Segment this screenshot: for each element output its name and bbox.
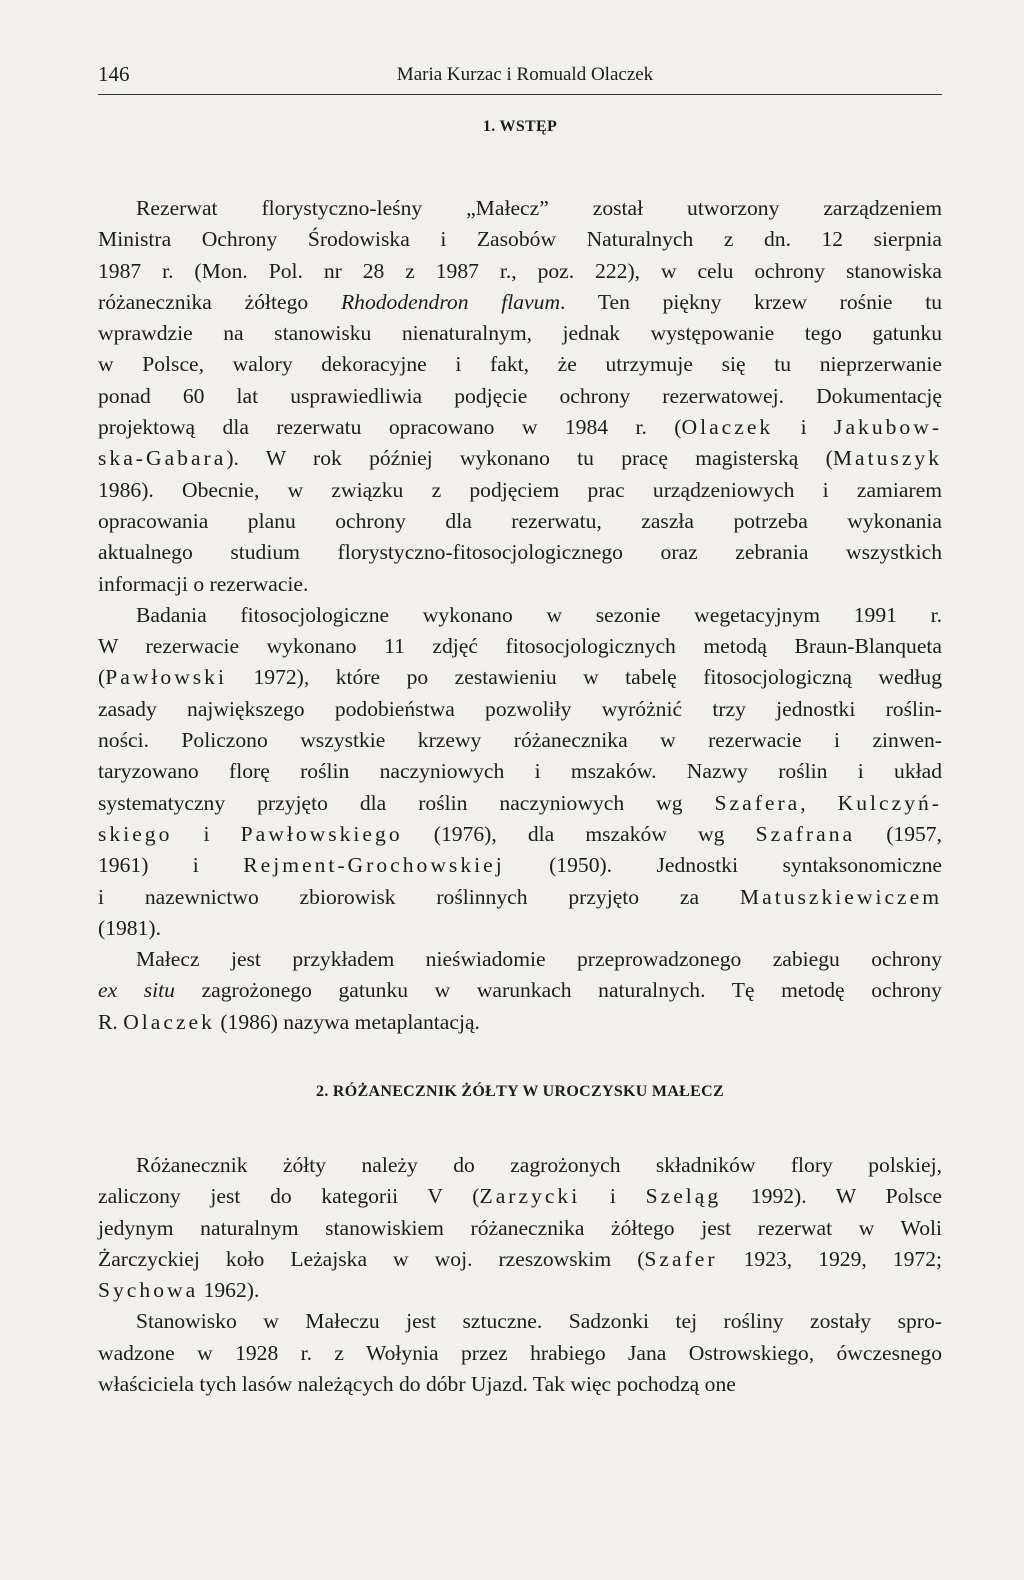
text-run: , bbox=[800, 790, 838, 815]
text-line bbox=[98, 788, 942, 819]
text-line bbox=[98, 287, 942, 318]
text-run: R. bbox=[98, 1009, 124, 1034]
text-run: wprawdzie na stanowisku nienaturalnym, jednak występowanie tego gatunku bbox=[98, 321, 942, 346]
text-run: (1986) nazywa metaplantacją. bbox=[214, 1009, 480, 1034]
paragraph bbox=[98, 193, 942, 600]
text-line bbox=[98, 569, 942, 600]
text-line bbox=[98, 1275, 942, 1306]
text-run: aktualnego studium florystyczno-fitosocjologicznego oraz zebrania wszystkich bbox=[98, 540, 942, 565]
text-run: zagrożonego gatunku w warunkach naturalnych. Tę metodę ochrony bbox=[174, 978, 942, 1003]
text-line bbox=[98, 850, 942, 881]
author-name: Olaczek bbox=[681, 415, 774, 440]
author-name: skiego bbox=[98, 821, 173, 846]
text-line bbox=[98, 506, 942, 537]
text-line bbox=[98, 412, 942, 443]
text-line bbox=[98, 913, 942, 944]
text-line bbox=[98, 381, 942, 412]
text-line bbox=[98, 1213, 942, 1244]
text-line bbox=[98, 1244, 942, 1275]
text-run: właściciela tych lasów należących do dóbr Ujazd. Tak więc pochodzą one bbox=[98, 1372, 736, 1397]
text-line bbox=[98, 1007, 942, 1038]
paragraph bbox=[98, 1306, 942, 1400]
text-line bbox=[98, 349, 942, 380]
text-line bbox=[98, 694, 942, 725]
text-line bbox=[98, 725, 942, 756]
text-line bbox=[98, 224, 942, 255]
text-run: 1986). Obecnie, w związku z podjęciem prac urządzeniowych i zamiarem bbox=[98, 477, 942, 502]
author-name: Matuszkiewiczem bbox=[739, 884, 942, 909]
text-line bbox=[98, 256, 942, 287]
italic-term: ex situ bbox=[98, 978, 175, 1003]
text-run: systematyczny przyjęto dla roślin naczyniowych wg bbox=[98, 790, 715, 815]
section-heading-rozanecznik: 2. RÓŻANECZNIK ŻÓŁTY W UROCZYSKU MAŁECZ bbox=[316, 1083, 724, 1100]
author-name: Zarzycki bbox=[479, 1184, 581, 1209]
text-run: Rezerwat florystyczno-leśny „Małecz” został utworzony zarządzeniem bbox=[136, 196, 942, 220]
text-run: i nazewnictwo zbiorowisk roślinnych przyjęto za bbox=[98, 884, 740, 909]
author-name: Szafer bbox=[644, 1246, 718, 1271]
text-run: ności. Policzono wszystkie krzewy różanecznika w rezerwacie i zinwen- bbox=[98, 728, 942, 753]
text-run: 1923, 1929, 1972; bbox=[717, 1246, 942, 1271]
text-line bbox=[98, 600, 942, 631]
text-run: (1957, bbox=[855, 821, 942, 846]
section-body-rozanecznik bbox=[98, 1150, 942, 1400]
text-line bbox=[98, 1338, 942, 1369]
running-head: Maria Kurzac i Romuald Olaczek bbox=[396, 64, 654, 85]
text-run: ). W rok później wykonano tu pracę magisterską ( bbox=[226, 446, 833, 471]
text-line bbox=[98, 819, 942, 850]
paragraph bbox=[98, 944, 942, 1038]
text-run: ( bbox=[98, 665, 106, 690]
text-line bbox=[98, 882, 942, 913]
text-run: opracowania planu ochrony dla rezerwatu, zaszła potrzeba wykonania bbox=[98, 508, 942, 533]
text-run: 1992). W Polsce bbox=[721, 1184, 942, 1209]
section-heading-wstep: 1. WSTĘP bbox=[482, 118, 558, 135]
text-line bbox=[98, 193, 942, 224]
author-name: Szafrana bbox=[755, 821, 856, 846]
paragraph bbox=[98, 1150, 942, 1306]
page-header bbox=[98, 60, 942, 95]
text-run: projektową dla rezerwatu opracowano w 1984 r. ( bbox=[98, 415, 682, 440]
text-line bbox=[98, 1306, 942, 1337]
text-run: Badania fitosocjologiczne wykonano w sezonie wegetacyjnym 1991 r. bbox=[136, 602, 942, 627]
author-name: Sychowa bbox=[98, 1278, 199, 1303]
text-line bbox=[98, 975, 942, 1006]
section-body-wstep bbox=[98, 193, 942, 1038]
text-line bbox=[98, 1369, 942, 1400]
text-run: wadzone w 1928 r. z Wołynia przez hrabiego Jana Ostrowskiego, ówczesnego bbox=[98, 1340, 942, 1365]
text-line bbox=[98, 944, 942, 975]
text-run: (1976), dla mszaków wg bbox=[402, 821, 756, 846]
text-run: 1972), które po zestawieniu w tabelę fitosocjologiczną według bbox=[226, 665, 942, 690]
author-name: Matuszyk bbox=[832, 446, 942, 471]
text-run: różanecznika żółtego bbox=[98, 289, 341, 314]
italic-term: Rhododendron flavum bbox=[340, 289, 561, 314]
author-name: Kulczyń- bbox=[837, 790, 942, 815]
text-run: zasady największego podobieństwa pozwoliły wyróżnić trzy jednostki roślin- bbox=[98, 696, 942, 721]
paragraph bbox=[98, 600, 942, 944]
text-line bbox=[98, 475, 942, 506]
text-run: Różanecznik żółty należy do zagrożonych składników flory polskiej, bbox=[136, 1153, 942, 1177]
text-run: Małecz jest przykładem nieświadomie przeprowadzonego zabiegu ochrony bbox=[136, 947, 942, 972]
text-run: 1987 r. (Mon. Pol. nr 28 z 1987 r., poz. 222), w celu ochrony stanowiska bbox=[98, 258, 942, 283]
text-run: W rezerwacie wykonano 11 zdjęć fitosocjologicznych metodą Braun-Blanqueta bbox=[98, 634, 942, 659]
text-run: . Ten piękny krzew rośnie tu bbox=[560, 289, 942, 314]
text-run: jedynym naturalnym stanowiskiem różanecznika żółtego jest rezerwat w Woli bbox=[98, 1215, 942, 1240]
text-run: i bbox=[172, 821, 241, 846]
author-name: ska-Gabara bbox=[98, 446, 227, 471]
text-line bbox=[98, 537, 942, 568]
author-name: Pawłowski bbox=[105, 665, 227, 690]
text-run: zaliczony jest do kategorii V ( bbox=[98, 1184, 480, 1209]
text-run: 1962). bbox=[198, 1278, 260, 1303]
text-line bbox=[98, 1150, 942, 1181]
text-run: informacji o rezerwacie. bbox=[98, 571, 309, 596]
author-name: Rejment-Grochowskiej bbox=[243, 853, 505, 878]
author-name: Szeląg bbox=[645, 1184, 722, 1209]
text-run: Żarczyckiej koło Leżajska w woj. rzeszowskim ( bbox=[98, 1246, 645, 1271]
text-line bbox=[98, 1181, 942, 1212]
text-run: i bbox=[580, 1184, 646, 1209]
text-run: taryzowano florę roślin naczyniowych i mszaków. Nazwy roślin i układ bbox=[98, 759, 942, 784]
text-run: Ministra Ochrony Środowiska i Zasobów Naturalnych z dn. 12 sierpnia bbox=[98, 227, 942, 252]
text-line bbox=[98, 318, 942, 349]
text-run: (1950). Jednostki syntaksonomiczne bbox=[504, 853, 942, 878]
text-run: i bbox=[773, 415, 835, 440]
text-run: 1961) i bbox=[98, 853, 244, 878]
author-name: Szafera bbox=[714, 790, 801, 815]
text-line bbox=[98, 662, 942, 693]
page-number: 146 bbox=[98, 62, 130, 86]
text-run: (1981). bbox=[98, 915, 161, 940]
author-name: Jakubow- bbox=[834, 415, 943, 440]
text-line bbox=[98, 631, 942, 662]
text-run: w Polsce, walory dekoracyjne i fakt, że utrzymuje się tu nieprzerwanie bbox=[98, 352, 942, 377]
text-run: Stanowisko w Małeczu jest sztuczne. Sadzonki tej rośliny zostały spro- bbox=[136, 1309, 942, 1334]
author-name: Olaczek bbox=[123, 1009, 215, 1034]
text-run: ponad 60 lat usprawiedliwia podjęcie ochrony rezerwatowej. Dokumentację bbox=[98, 383, 942, 408]
text-line bbox=[98, 443, 942, 474]
text-line bbox=[98, 756, 942, 787]
author-name: Pawłowskiego bbox=[240, 821, 403, 846]
